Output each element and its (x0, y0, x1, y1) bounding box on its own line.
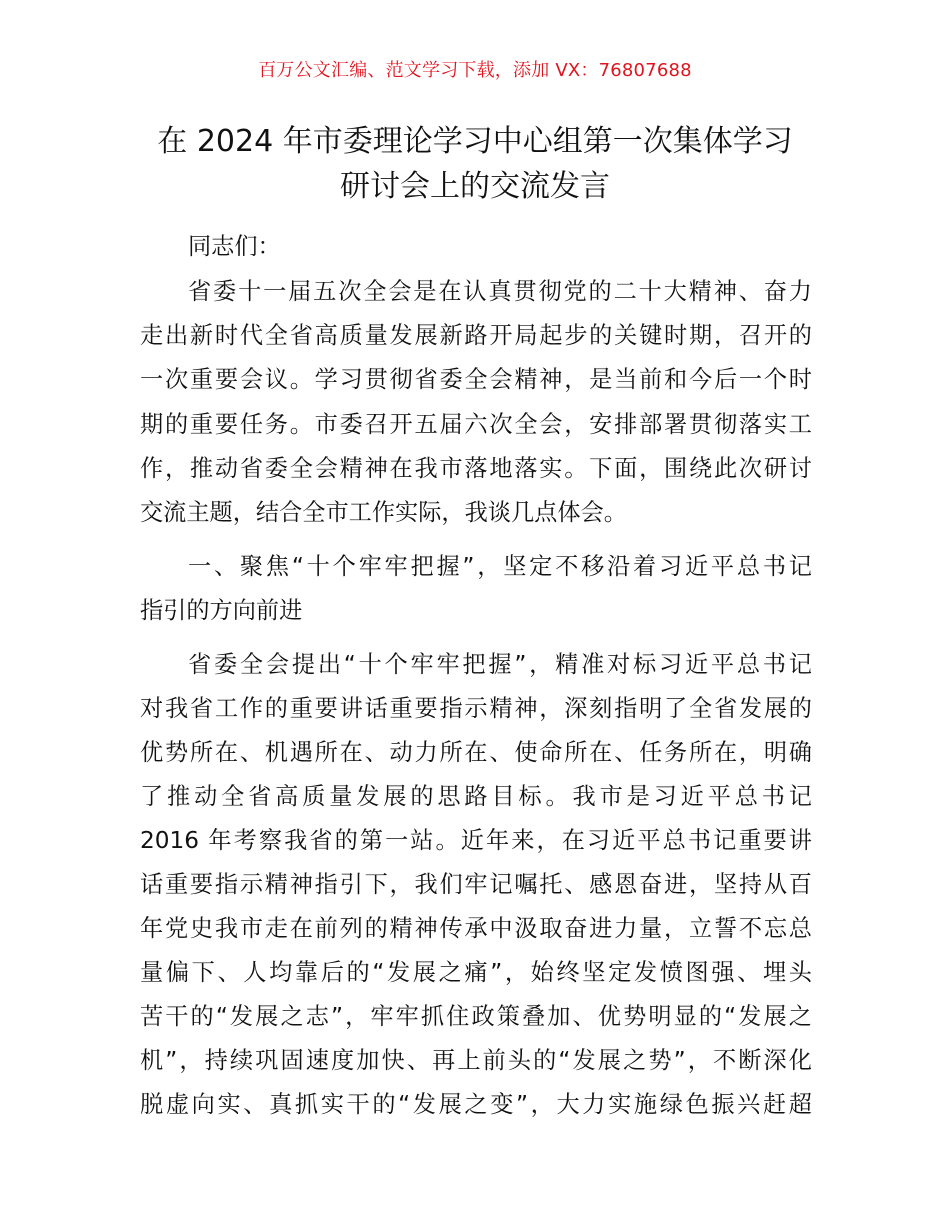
body-text-line: 期的重要任务。市委召开五届六次全会，安排部署贯彻落实工 (140, 411, 812, 438)
body-text-line: 省委十一届五次全会是在认真贯彻党的二十大精神、奋力 (188, 278, 812, 305)
body-text-line: 机”，持续巩固速度加快、再上前头的“发展之势”，不断深化 (140, 1047, 812, 1074)
body-text-line: 脱虚向实、真抓实干的“发展之变”，大力实施绿色振兴赶超 (140, 1091, 812, 1118)
document-title-line-2: 研讨会上的交流发言 (340, 169, 610, 204)
body-text-line: 走出新时代全省高质量发展新路开局起步的关键时期，召开的 (140, 322, 812, 349)
watermark-header: 百万公文汇编、范文学习下载，添加 VX：76807688 (258, 60, 692, 81)
body-text-line: 一次重要会议。学习贯彻省委全会精神，是当前和今后一个时 (140, 366, 812, 393)
body-text-line: 对我省工作的重要讲话重要指示精神，深刻指明了全省发展的 (140, 695, 812, 722)
body-text-line: 量偏下、人均靠后的“发展之痛”，始终坚定发愤图强、埋头 (140, 959, 812, 986)
body-text-line: 交流主题，结合全市工作实际，我谈几点体会。 (140, 499, 627, 526)
body-text-line: 了推动全省高质量发展的思路目标。我市是习近平总书记 (140, 783, 812, 810)
body-text-line: 作，推动省委全会精神在我市落地落实。下面，围绕此次研讨 (140, 455, 812, 482)
body-text-line: 一、聚焦“十个牢牢把握”，坚定不移沿着习近平总书记 (188, 553, 812, 580)
body-text-line: 指引的方向前进 (140, 597, 303, 624)
body-text-line: 2016 年考察我省的第一站。近年来，在习近平总书记重要讲 (140, 827, 812, 854)
body-text-line: 苦干的“发展之志”，牢牢抓住政策叠加、优势明显的“发展之 (140, 1003, 812, 1030)
document-title-line-1: 在 2024 年市委理论学习中心组第一次集体学习 (157, 124, 793, 159)
body-text-line: 优势所在、机遇所在、动力所在、使命所在、任务所在，明确 (140, 739, 812, 766)
body-text-line: 年党史我市走在前列的精神传承中汲取奋进力量，立誓不忘总 (140, 915, 812, 942)
body-text-line: 话重要指示精神指引下，我们牢记嘱托、感恩奋进，坚持从百 (140, 871, 812, 898)
body-text-line: 省委全会提出“十个牢牢把握”，精准对标习近平总书记 (188, 651, 812, 678)
salutation: 同志们： (188, 233, 281, 260)
